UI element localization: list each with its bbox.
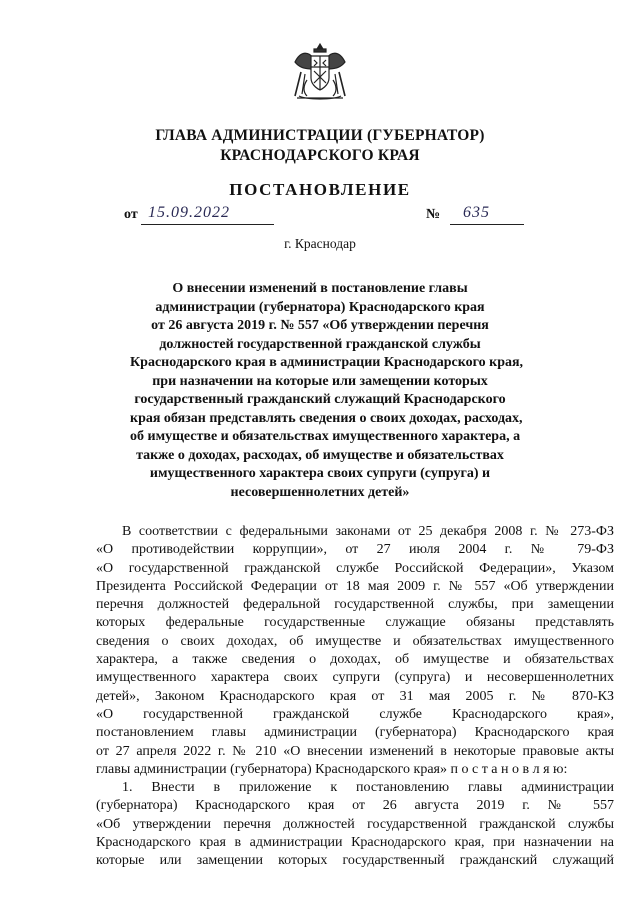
body-line: «О государственной гражданской службе Краснодарского края», bbox=[96, 706, 614, 722]
authority-name-line-1: ГЛАВА АДМИНИСТРАЦИИ (ГУБЕРНАТОР) bbox=[155, 127, 485, 144]
title-line: при назначении на которые или замещении которых bbox=[152, 373, 488, 389]
body-line: которых федеральные государственные служащие обязаны представлять bbox=[96, 615, 614, 631]
date-label: от bbox=[124, 207, 138, 222]
title-line: также о доходах, расходах, об имуществе и обязательствах bbox=[136, 447, 504, 463]
title-line: об имуществе и обязательствах имущественного характера, а bbox=[130, 429, 521, 444]
body-line: «О государственной гражданской службе Российской Федерации», Указом bbox=[96, 560, 614, 576]
title-line: имущественного характера своих супруги (супруга) и bbox=[149, 466, 491, 481]
body-line: Президента Российской Федерации от 18 мая 2009 г. № 557 «Об утверждении bbox=[96, 578, 614, 594]
body-line: В соответствии с федеральными законами от 25 декабря 2008 г. № 273-ФЗ bbox=[122, 524, 614, 539]
body-line: сведения о своих доходах, об имуществе и обязательствах имущественного bbox=[96, 633, 614, 649]
document-body bbox=[96, 523, 614, 871]
body-line: главы администрации (губернатора) Краснодарского края» п о с т а н о в л я ю: bbox=[96, 761, 568, 777]
body-line: которые или замещении которых государственный гражданский служащий bbox=[96, 853, 614, 869]
document-type: ПОСТАНОВЛЕНИЕ bbox=[229, 180, 411, 199]
title-line: государственный гражданский служащий Краснодарского bbox=[134, 392, 506, 407]
title-line: несовершеннолетних детей» bbox=[230, 484, 410, 500]
place-of-issue: г. Краснодар bbox=[284, 236, 356, 251]
title-line: О внесении изменений в постановление главы bbox=[172, 281, 468, 296]
body-line: от 27 апреля 2022 г. № 210 «О внесении изменений в некоторые правовые акты bbox=[96, 743, 614, 759]
body-line: «Об утверждении перечня должностей государственной гражданской службы bbox=[96, 816, 614, 832]
body-line: (губернатора) Краснодарского края от 26 августа 2019 г. № 557 bbox=[96, 798, 614, 814]
number-label: № bbox=[426, 207, 441, 222]
title-line: от 26 августа 2019 г. № 557 «Об утверждении перечня bbox=[151, 318, 489, 333]
body-line: имущественного характера своих супруги (супруга) и несовершеннолетних bbox=[96, 670, 614, 686]
title-line: Краснодарского края в администрации Краснодарского края, bbox=[130, 355, 524, 370]
authority-name-line-2: КРАСНОДАРСКОГО КРАЯ bbox=[220, 147, 420, 164]
document-number: 635 bbox=[463, 204, 490, 221]
body-line: 1. Внести в приложение к постановлению главы администрации bbox=[122, 780, 614, 796]
title-line: должностей государственной гражданской службы bbox=[159, 336, 481, 352]
body-line: постановлением главы администрации (губернатора) Краснодарского края bbox=[96, 725, 614, 741]
body-line: характера, а также сведения о доходах, об имуществе и обязательствах bbox=[96, 652, 614, 668]
document-date: 15.09.2022 bbox=[148, 204, 230, 221]
document-title bbox=[130, 280, 524, 502]
title-line: администрации (губернатора) Краснодарского края bbox=[155, 299, 485, 315]
body-line: Краснодарского края в администрации Краснодарского края, при назначении на bbox=[96, 835, 614, 851]
number-underline bbox=[450, 224, 524, 225]
date-underline bbox=[141, 224, 274, 225]
coat-of-arms-icon bbox=[287, 40, 353, 104]
body-line: «О противодействии коррупции», от 27 июля 2004 г. № 79-ФЗ bbox=[96, 542, 614, 558]
body-line: перечня должностей федеральной государственной службы, при замещении bbox=[96, 597, 614, 613]
title-line: края обязан представлять сведения о своих доходах, расходах, bbox=[130, 410, 523, 426]
body-line: детей», Законом Краснодарского края от 31 мая 2005 г. № 870-КЗ bbox=[96, 688, 614, 704]
